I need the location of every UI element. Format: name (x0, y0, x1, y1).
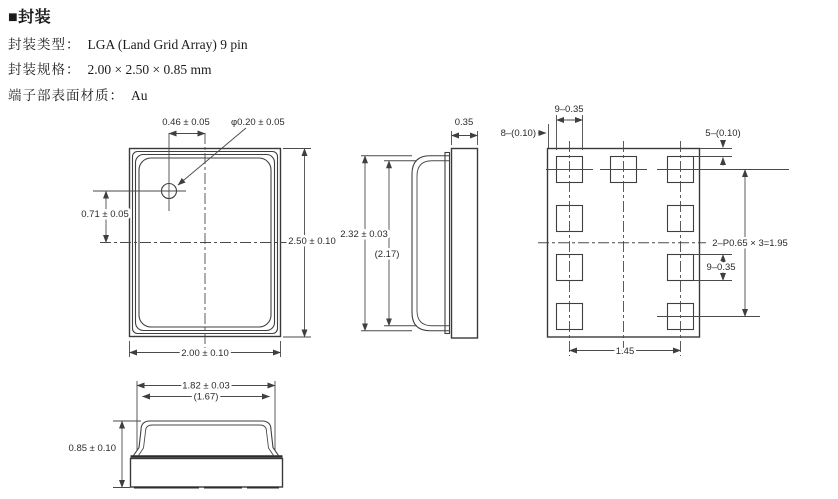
dim-lid-top-width: (1.67) (193, 391, 219, 403)
section-title: ■封装 (8, 9, 52, 26)
dim-hole-offset-y: 0.71 ± 0.05 (81, 209, 129, 220)
dim-lid-inner-height: (2.17) (374, 249, 400, 260)
lid-profile-inner (417, 161, 449, 326)
dim-body-height: 2.50 ± 0.10 (288, 236, 336, 247)
lid-rim (445, 153, 450, 334)
hole-leader-line (178, 128, 246, 185)
dim-body-width: 2.00 ± 0.10 (181, 348, 229, 359)
lid-profile-outer (412, 156, 449, 331)
dim-hole-diameter: φ0.20 ± 0.05 (231, 117, 285, 128)
spec-label: 端子部表面材质： (8, 87, 124, 103)
dim-edge-gap-top: 5–(0.10) (705, 128, 741, 139)
spec-value: LGA (Land Grid Array) 9 pin (87, 36, 248, 52)
dim-pad-column-span: 1.45 (615, 346, 635, 357)
base-substrate (452, 149, 478, 339)
spec-label: 封装规格： (8, 62, 81, 77)
dim-base-thickness: 0.35 (454, 117, 474, 128)
dim-pad-pitch: 2–P0.65 × 3=1.95 (712, 238, 788, 249)
lid-profile-inner (139, 425, 274, 456)
dim-pad-height: 9–0.35 (706, 262, 736, 273)
spec-value: Au (131, 87, 148, 103)
bottom-view (501, 104, 789, 357)
base-substrate (131, 459, 283, 488)
side-view (340, 117, 477, 338)
spec-value: 2.00 × 2.50 × 0.85 mm (87, 62, 212, 77)
spec-label: 封装类型： (8, 36, 81, 52)
dim-edge-gap-side: 8–(0.10) (500, 128, 536, 139)
front-elevation-view (69, 381, 283, 488)
dim-pad-width: 9–0.35 (554, 104, 584, 115)
lid-profile-outer (134, 421, 279, 456)
dim-hole-offset-x: 0.46 ± 0.05 (162, 117, 210, 128)
dim-total-height: 0.85 ± 0.10 (68, 443, 116, 454)
dim-lid-height: 2.32 ± 0.03 (340, 229, 388, 240)
dim-lid-width: 1.82 ± 0.03 (182, 380, 230, 392)
front-view (81, 117, 335, 359)
